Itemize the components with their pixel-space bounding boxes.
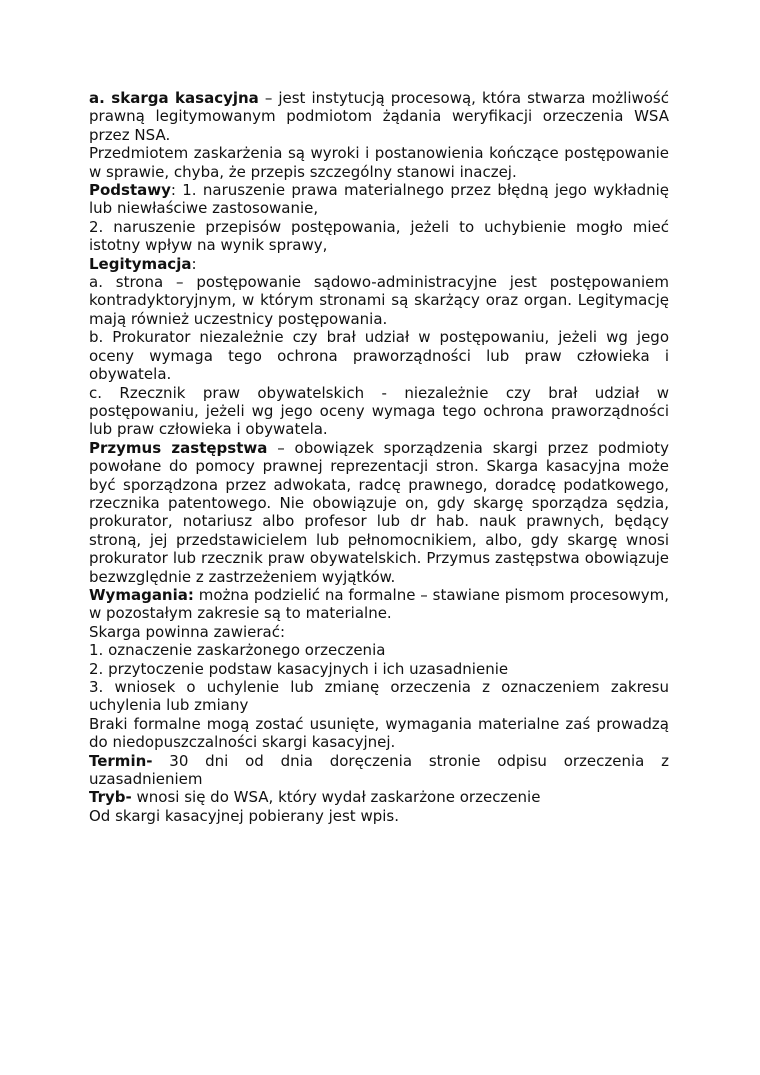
wymagania-paragraph [89, 586, 669, 623]
legitymacja-item-c: c. Rzecznik praw obywatelskich - niezależnie czy brał udział w postępowaniu, jeżeli wg jego oceny wymaga tego ochrona praworządności lub praw człowieka i obywatela. [89, 383, 669, 439]
przedmiot-paragraph: Przedmiotem zaskarżenia są wyroki i postanowienia kończące postępowanie w sprawie, chyba, że przepis szczególny stanowi inaczej. [89, 144, 669, 181]
termin-label: Termin- [89, 751, 153, 770]
termin-paragraph [89, 752, 669, 789]
legitymacja-label: Legitymacja [89, 254, 192, 273]
wymagania-item-3: 3. wniosek o uchylenie lub zmianę orzeczenia z oznaczeniem zakresu uchylenia lub zmiany [89, 678, 669, 715]
podstawy-label: Podstawy [89, 181, 171, 200]
tryb-paragraph [89, 788, 669, 806]
przymus-text: – obowiązek sporządzenia skargi przez podmioty powołane do pomocy prawnej reprezentacji stron. Skarga kasacyjna może być sporządzona przez adwokata, radcę prawnego, doradcę podatkowego, rzecznika patentowego. Nie obowiązuje on, gdy skargę sporządza sędzia, prokurator, notariusz albo profesor lub dr hab. nauk prawnych, będący stroną, jej przedstawicielem lub pełnomocnikiem, albo, gdy skargę wnosi prokurator lub rzecznik praw obywatelskich. Przymus zastępstwa obowiązuje bezwzględnie z zastrzeżeniem wyjątków. [89, 438, 669, 586]
legitymacja-colon: : [191, 254, 197, 273]
legitymacja-item-a: a. strona – postępowanie sądowo-administracyjne jest postępowaniem kontradyktoryjnym, w którym stronami są skarżący oraz organ. Legitymację mają również uczestnicy postępowania. [89, 273, 669, 328]
wymagania-item-1: 1. oznaczenie zaskarżonego orzeczenia [89, 641, 386, 660]
podstawy-item-2: 2. naruszenie przepisów postępowania, jeżeli to uchybienie mogło mieć istotny wpływ na wynik sprawy, [89, 217, 669, 255]
tryb-text: wnosi się do WSA, który wydał zaskarżone orzeczenie [131, 788, 541, 807]
przymus-label: Przymus zastępstwa [89, 438, 268, 457]
legitymacja-item-b: b. Prokurator niezależnie czy brał udział w postępowaniu, jeżeli wg jego oceny wymaga tego ochrona praworządności lub praw człowieka i obywatela. [89, 328, 669, 384]
podstawy-item-1: : 1. naruszenie prawa materialnego przez błędną jego wykładnię lub niewłaściwe zastosowanie, [89, 181, 669, 218]
wymagania-label: Wymagania: [89, 585, 194, 604]
intro-text: – jest instytucją procesową, która stwarza możliwość prawną legitymowanym podmiotom żądania weryfikacji orzeczenia WSA przez NSA. [89, 89, 669, 144]
wymagania-text: można podzielić na formalne – stawiane pismom procesowym, w pozostałym zakresie są to materialne. [89, 585, 669, 623]
tryb-label: Tryb- [89, 788, 132, 807]
przymus-paragraph [89, 439, 669, 586]
termin-text: 30 dni od dnia doręczenia stronie odpisu orzeczenia z uzasadnieniem [89, 751, 669, 789]
podstawy-paragraph [89, 181, 669, 218]
document-page [89, 89, 669, 825]
wymagania-lead: Skarga powinna zawierać: [89, 622, 286, 641]
wymagania-item-2: 2. przytoczenie podstaw kasacyjnych i ich uzasadnienie [89, 659, 509, 678]
intro-title: a. skarga kasacyjna [89, 89, 259, 107]
intro-paragraph [89, 89, 669, 144]
wpis-paragraph: Od skargi kasacyjnej pobierany jest wpis. [89, 806, 399, 825]
braki-paragraph: Braki formalne mogą zostać usunięte, wymagania materialne zaś prowadzą do niedopuszczalności skargi kasacyjnej. [89, 714, 669, 752]
legitymacja-heading [89, 255, 669, 273]
